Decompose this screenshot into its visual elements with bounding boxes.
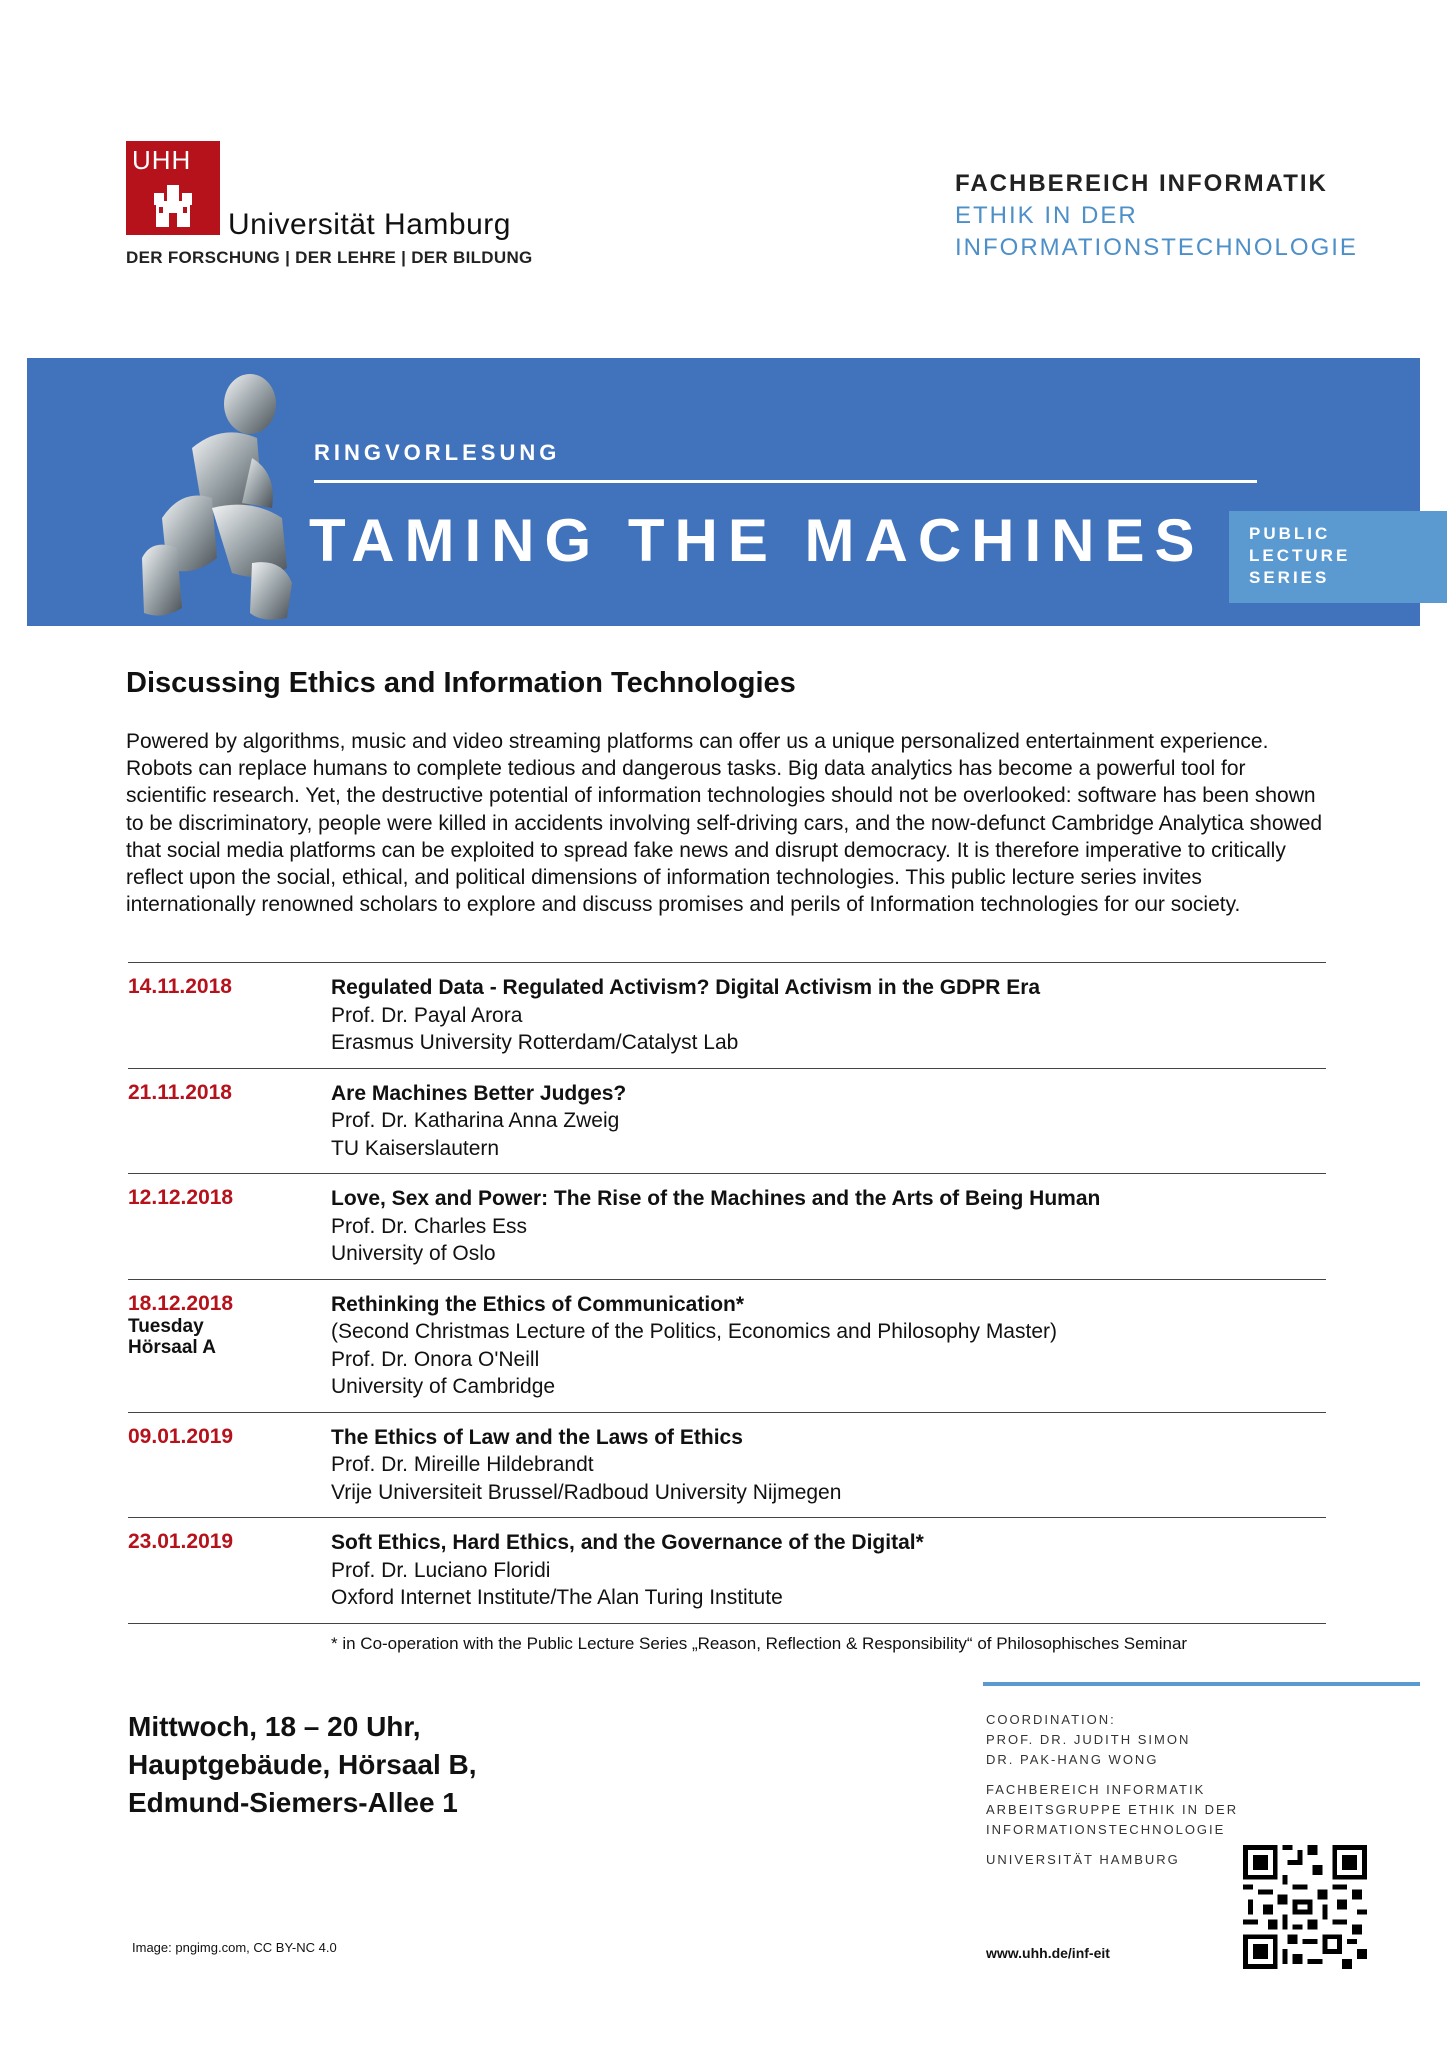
lecture-schedule: [128, 962, 1326, 1624]
uhh-logo: [126, 141, 220, 235]
lecture-title: Are Machines Better Judges?: [331, 1081, 627, 1105]
banner-divider: [314, 480, 1257, 483]
coordination-university: UNIVERSITÄT HAMBURG: [986, 1852, 1180, 1867]
lecture-date: 21.11.2018: [128, 1080, 232, 1104]
venue-time: Mittwoch, 18 – 20 Uhr,: [128, 1711, 421, 1742]
accent-divider: [983, 1682, 1420, 1686]
banner-title: TAMING THE MACHINES: [309, 507, 1205, 574]
coordination-org-1: FACHBEREICH INFORMATIK: [986, 1782, 1206, 1797]
lecture-date: 14.11.2018: [128, 975, 232, 998]
lecture-row: [128, 1069, 1326, 1175]
department-line-2: ETHIK IN DER: [955, 202, 1138, 229]
lecture-speaker: Prof. Dr. Mireille Hildebrandt: [331, 1453, 594, 1476]
department-line-3: INFORMATIONSTECHNOLOGIE: [955, 234, 1358, 261]
logo-mark: UHH: [132, 145, 192, 175]
lecture-affiliation: University of Cambridge: [331, 1375, 556, 1398]
lecture-date: 09.01.2019: [128, 1424, 234, 1448]
badge-line-2: LECTURE: [1249, 546, 1351, 565]
venue-address: Edmund-Siemers-Allee 1: [128, 1787, 458, 1818]
lecture-note: (Second Christmas Lecture of the Politics, Economics and Philosophy Master): [331, 1320, 1057, 1343]
coordination-org-3: INFORMATIONSTECHNOLOGIE: [986, 1822, 1226, 1837]
university-name: Universität Hamburg: [228, 208, 511, 241]
lecture-speaker: Prof. Dr. Charles Ess: [331, 1214, 528, 1238]
title-banner: [27, 358, 1420, 626]
lecture-day: Tuesday: [128, 1315, 204, 1337]
lecture-title: The Ethics of Law and the Laws of Ethics: [331, 1425, 743, 1449]
lecture-row: [128, 1174, 1326, 1280]
lecture-date: 23.01.2019: [128, 1530, 234, 1553]
public-lecture-series-badge: [1229, 511, 1447, 603]
lecture-affiliation: Vrije Universiteit Brussel/Radboud University Nijmegen: [331, 1480, 842, 1504]
lecture-affiliation: University of Oslo: [331, 1242, 496, 1265]
coordinator-1: PROF. DR. JUDITH SIMON: [986, 1732, 1191, 1747]
lecture-date: 12.12.2018: [128, 1186, 234, 1209]
venue-room: Hauptgebäude, Hörsaal B,: [128, 1749, 477, 1780]
badge-line-1: PUBLIC: [1249, 524, 1331, 543]
intro-text: Powered by algorithms, music and video streaming platforms can offer us a unique personalized entertainment experience. Robots can replace humans to complete tedious and dangerous tasks. Big data analytics has become a powerful tool for scientific research. Yet, the destructive potential of information technologies should not be overlooked: software has been shown to be discriminatory, people were killed in accidents involving self-driving cars, and the now-defunct Cambridge Analytica showed that social media platforms can be exploited to spread fake news and disrupt democracy. It is therefore imperative to critically reflect upon the social, ethical, and political dimensions of information technologies. This public lecture series invites internationally renowned scholars to explore and discuss promises and perils of Information technologies for our society.: [126, 730, 1323, 917]
banner-kicker: RINGVORLESUNG: [314, 440, 561, 465]
department-line-1: FACHBEREICH INFORMATIK: [955, 170, 1328, 197]
lecture-date: 18.12.2018: [128, 1291, 234, 1315]
department-header: [955, 170, 1358, 262]
lecture-title: Love, Sex and Power: The Rise of the Machines and the Arts of Being Human: [331, 1187, 1101, 1210]
lecture-date-block: [128, 1292, 318, 1358]
lecture-speaker: Prof. Dr. Onora O'Neill: [331, 1347, 540, 1371]
lecture-row: [128, 963, 1326, 1069]
lecture-affiliation: Oxford Internet Institute/The Alan Turing Institute: [331, 1586, 783, 1609]
lecture-title: Regulated Data - Regulated Activism? Digital Activism in the GDPR Era: [331, 976, 1041, 999]
lecture-speaker: Prof. Dr. Payal Arora: [331, 1003, 523, 1027]
university-tagline: DER FORSCHUNG | DER LEHRE | DER BILDUNG: [126, 248, 533, 267]
lecture-speaker: Prof. Dr. Luciano Floridi: [331, 1558, 551, 1582]
website-link[interactable]: www.uhh.de/inf-eit: [986, 1945, 1110, 1961]
coordinator-2: DR. PAK-HANG WONG: [986, 1752, 1159, 1767]
image-credit: Image: pngimg.com, CC BY-NC 4.0: [132, 1940, 337, 1955]
lecture-row: [128, 1280, 1326, 1413]
lecture-row: [128, 1518, 1326, 1624]
lecture-room: Hörsaal A: [128, 1336, 216, 1358]
robot-thinker-icon: [122, 368, 322, 623]
coordination-label: COORDINATION:: [986, 1712, 1116, 1727]
lecture-title: Soft Ethics, Hard Ethics, and the Governance of the Digital*: [331, 1531, 924, 1554]
coordination-org-2: ARBEITSGRUPPE ETHIK IN DER: [986, 1802, 1239, 1817]
venue-info: [128, 1708, 477, 1822]
qr-code-icon: [1243, 1845, 1367, 1969]
lecture-affiliation: Erasmus University Rotterdam/Catalyst Lab: [331, 1031, 739, 1054]
lecture-speaker: Prof. Dr. Katharina Anna Zweig: [331, 1109, 620, 1132]
lecture-title: Rethinking the Ethics of Communication*: [331, 1292, 745, 1316]
lecture-row: [128, 1413, 1326, 1519]
badge-line-3: SERIES: [1249, 568, 1330, 587]
coordination-block: [986, 1710, 1238, 1870]
intro-title: Discussing Ethics and Information Technologies: [126, 667, 796, 699]
lecture-affiliation: TU Kaiserslautern: [331, 1136, 500, 1160]
hamburg-castle-icon: [152, 185, 194, 229]
cooperation-footnote: * in Co-operation with the Public Lecture Series „Reason, Reflection & Responsibility“ of Philosophisches Seminar: [331, 1634, 1188, 1653]
